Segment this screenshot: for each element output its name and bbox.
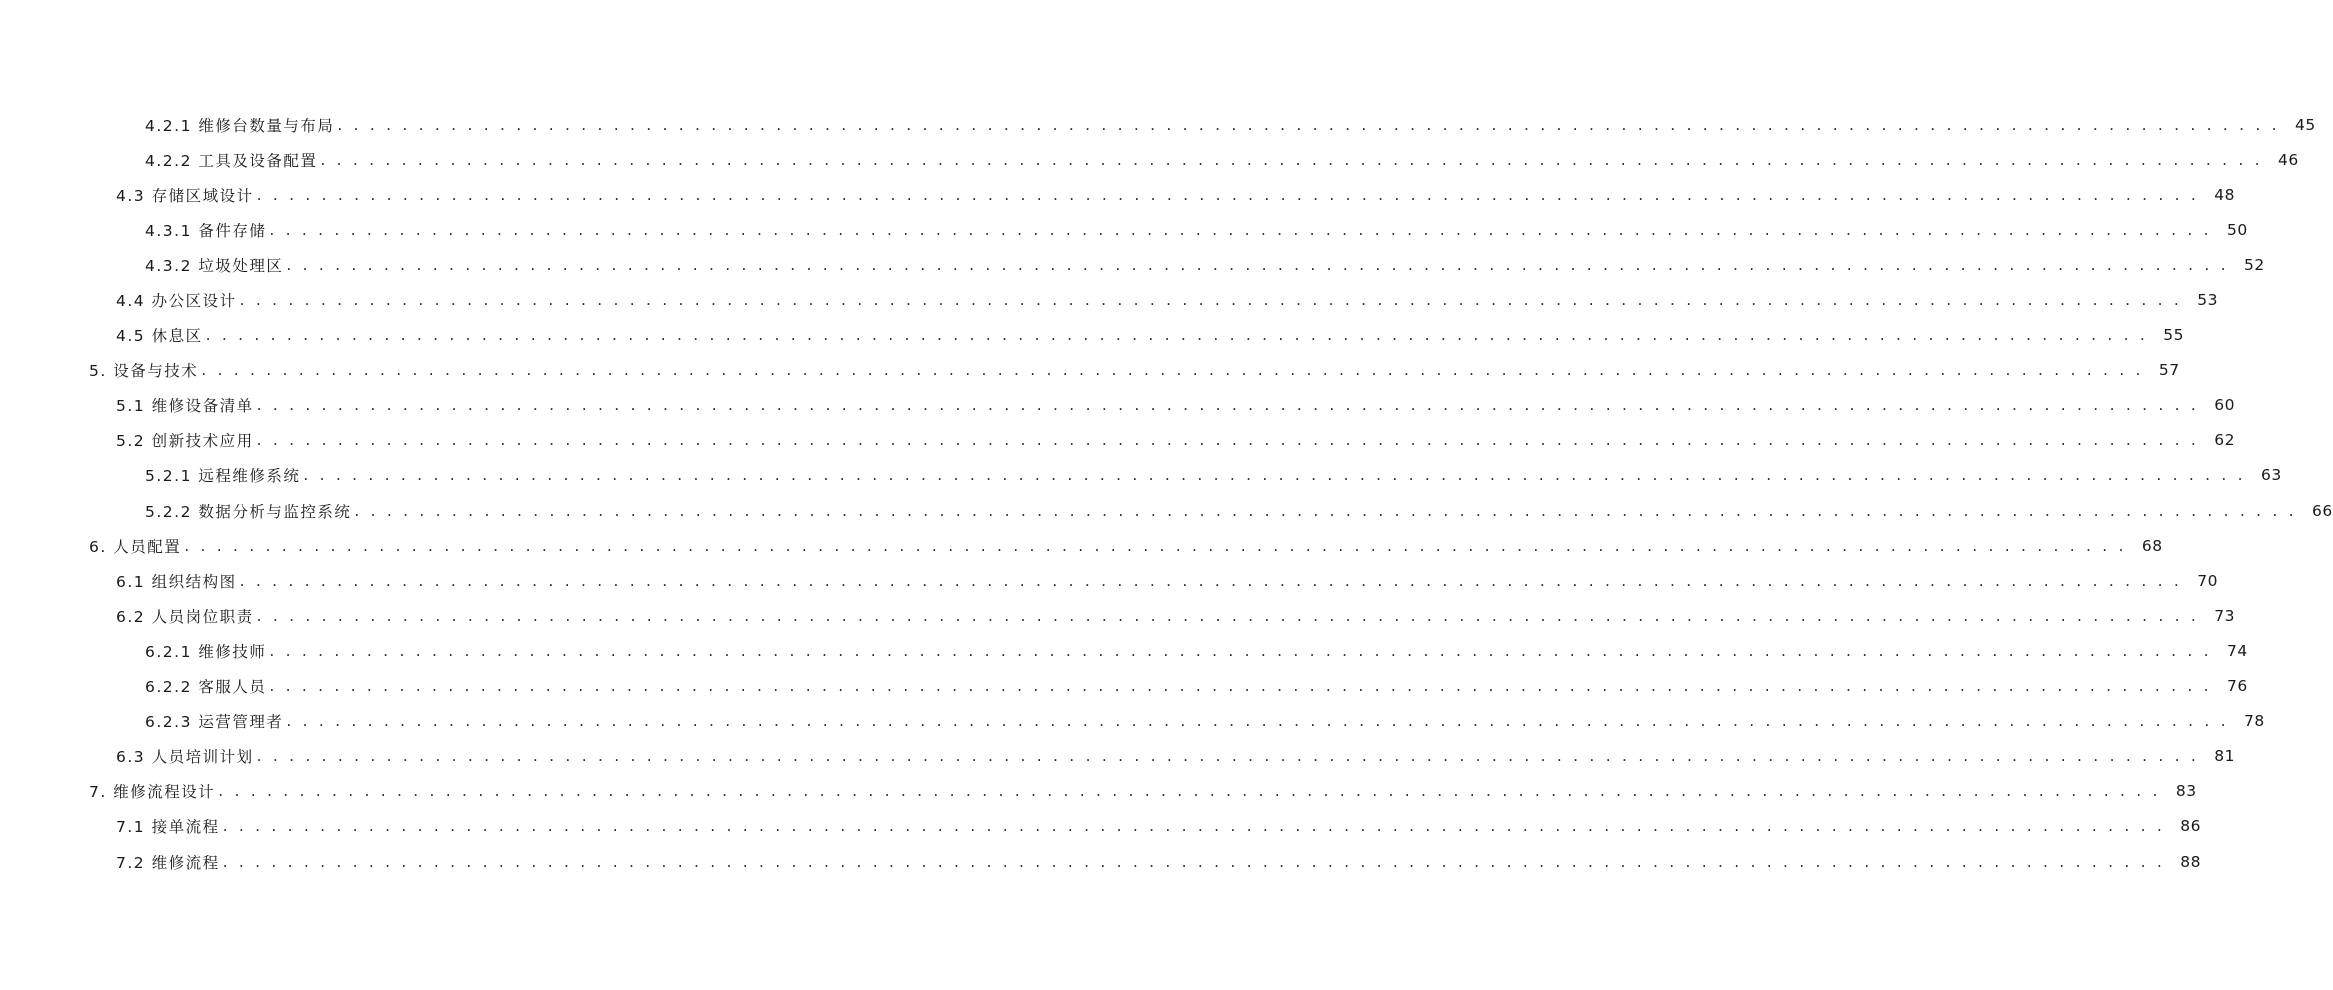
toc-page-number: 78 xyxy=(2244,712,2265,731)
toc-entry-text: 客服人员 xyxy=(198,678,267,697)
toc-page-number: 74 xyxy=(2227,641,2248,660)
toc-page-number: 81 xyxy=(2214,747,2235,766)
toc-entry[interactable] xyxy=(0,598,2235,633)
toc-page-number: 68 xyxy=(2141,536,2163,555)
toc-entry-text: 组织结构图 xyxy=(151,572,237,591)
toc-page-number: 70 xyxy=(2197,571,2218,590)
toc-entry[interactable] xyxy=(0,247,2265,282)
toc-entry-number: 4.2.2 xyxy=(145,151,192,170)
toc-page-number: 88 xyxy=(2180,852,2201,871)
toc-entry-title xyxy=(145,114,334,136)
toc-entry-title xyxy=(116,605,254,627)
toc-entry-title xyxy=(89,359,198,381)
toc-entry-number: 4.5 xyxy=(116,327,146,346)
toc-page-number: 73 xyxy=(2214,606,2235,625)
toc-entry-text: 备件存储 xyxy=(198,221,267,240)
toc-entry[interactable] xyxy=(0,809,2201,844)
toc-entry-number: 5. xyxy=(89,362,107,381)
toc-dot-leader: . . . . . . . . . . . . . . . . . . . . . . . . . . . . . . . . . . . . . . . . . . . . . . . . . . . . . . . . . . . . . . . . . . . . . . . . . . . . . . . . . . . . . . . . . . . . . . . . . . . . . . . . . . . . . . . . . . . . . . . . xyxy=(303,466,2246,485)
toc-entry-title xyxy=(145,464,300,486)
toc-entry-text: 创新技术应用 xyxy=(151,432,254,451)
toc-entry-text: 工具及设备配置 xyxy=(198,151,318,170)
toc-entry-text: 存储区域设计 xyxy=(151,186,254,205)
toc-entry-title xyxy=(145,149,317,171)
toc-entry[interactable] xyxy=(0,669,2248,704)
toc-entry-number: 5.2.1 xyxy=(145,467,192,486)
toc-entry-number: 5.1 xyxy=(116,397,146,416)
toc-dot-leader: . . . . . . . . . . . . . . . . . . . . . . . . . . . . . . . . . . . . . . . . . . . . . . . . . . . . . . . . . . . . . . . . . . . . . . . . . . . . . . . . . . . . . . . . . . . . . . . . . . . . . . . . . . . . . . . . . . . . . . . . xyxy=(256,431,2199,450)
toc-page-number: 46 xyxy=(2278,150,2299,169)
table-of-contents xyxy=(0,107,2333,879)
toc-dot-leader: . . . . . . . . . . . . . . . . . . . . . . . . . . . . . . . . . . . . . . . . . . . . . . . . . . . . . . . . . . . . . . . . . . . . . . . . . . . . . . . . . . . . . . . . . . . . . . . . . . . . . . . . . . . . . . . . . . . . . . . . xyxy=(354,501,2297,520)
toc-entry-number: 7.2 xyxy=(116,853,146,872)
toc-entry-number: 6. xyxy=(89,537,107,556)
toc-entry-title xyxy=(116,394,254,416)
toc-entry-number: 6.3 xyxy=(116,748,146,767)
toc-entry[interactable] xyxy=(0,318,2184,353)
toc-page-number: 62 xyxy=(2214,431,2235,450)
toc-dot-leader: . . . . . . . . . . . . . . . . . . . . . . . . . . . . . . . . . . . . . . . . . . . . . . . . . . . . . . . . . . . . . . . . . . . . . . . . . . . . . . . . . . . . . . . . . . . . . . . . . . . . . . . . . . . . . . . . . . . . . . . . xyxy=(269,220,2212,239)
toc-entry-title xyxy=(145,710,283,732)
toc-dot-leader: . . . . . . . . . . . . . . . . . . . . . . . . . . . . . . . . . . . . . . . . . . . . . . . . . . . . . . . . . . . . . . . . . . . . . . . . . . . . . . . . . . . . . . . . . . . . . . . . . . . . . . . . . . . . . . . . . . . . . . . . xyxy=(256,747,2199,766)
toc-entry[interactable] xyxy=(0,177,2235,212)
toc-entry[interactable] xyxy=(0,704,2265,739)
toc-dot-leader: . . . . . . . . . . . . . . . . . . . . . . . . . . . . . . . . . . . . . . . . . . . . . . . . . . . . . . . . . . . . . . . . . . . . . . . . . . . . . . . . . . . . . . . . . . . . . . . . . . . . . . . . . . . . . . . . . . . . . . . . xyxy=(269,677,2212,696)
toc-entry-text: 维修流程 xyxy=(151,853,220,872)
toc-entry-text: 运营管理者 xyxy=(198,713,284,732)
toc-dot-leader: . . . . . . . . . . . . . . . . . . . . . . . . . . . . . . . . . . . . . . . . . . . . . . . . . . . . . . . . . . . . . . . . . . . . . . . . . . . . . . . . . . . . . . . . . . . . . . . . . . . . . . . . . . . . . . . . . . . . . . . . xyxy=(201,361,2144,380)
toc-entry[interactable] xyxy=(0,774,2197,809)
toc-entry-text: 人员培训计划 xyxy=(151,748,254,767)
toc-dot-leader: . . . . . . . . . . . . . . . . . . . . . . . . . . . . . . . . . . . . . . . . . . . . . . . . . . . . . . . . . . . . . . . . . . . . . . . . . . . . . . . . . . . . . . . . . . . . . . . . . . . . . . . . . . . . . . . . . . . . . . . . xyxy=(184,536,2127,555)
toc-entry-text: 数据分析与监控系统 xyxy=(198,502,352,521)
toc-entry-title xyxy=(145,640,266,662)
toc-page-number: 53 xyxy=(2197,291,2218,310)
toc-dot-leader: . . . . . . . . . . . . . . . . . . . . . . . . . . . . . . . . . . . . . . . . . . . . . . . . . . . . . . . . . . . . . . . . . . . . . . . . . . . . . . . . . . . . . . . . . . . . . . . . . . . . . . . . . . . . . . . . . . . . . . . . xyxy=(286,712,2229,731)
toc-entry-title xyxy=(145,254,283,276)
toc-dot-leader: . . . . . . . . . . . . . . . . . . . . . . . . . . . . . . . . . . . . . . . . . . . . . . . . . . . . . . . . . . . . . . . . . . . . . . . . . . . . . . . . . . . . . . . . . . . . . . . . . . . . . . . . . . . . . . . . . . . . . . . . xyxy=(239,571,2182,590)
toc-entry-number: 4.3.1 xyxy=(145,221,192,240)
toc-entry-title xyxy=(145,219,266,241)
toc-entry-title xyxy=(116,570,237,592)
toc-entry[interactable] xyxy=(0,458,2282,493)
toc-entry-text: 人员岗位职责 xyxy=(151,607,254,626)
toc-entry[interactable] xyxy=(0,563,2218,598)
toc-entry-title xyxy=(116,184,254,206)
toc-entry-text: 维修技师 xyxy=(198,642,267,661)
toc-page-number: 60 xyxy=(2214,396,2235,415)
toc-dot-leader: . . . . . . . . . . . . . . . . . . . . . . . . . . . . . . . . . . . . . . . . . . . . . . . . . . . . . . . . . . . . . . . . . . . . . . . . . . . . . . . . . . . . . . . . . . . . . . . . . . . . . . . . . . . . . . . . . . . . . . . . xyxy=(286,255,2229,274)
toc-entry-title xyxy=(145,675,266,697)
toc-entry[interactable] xyxy=(0,212,2248,247)
toc-entry[interactable] xyxy=(0,633,2248,668)
toc-entry-text: 休息区 xyxy=(151,327,203,346)
toc-page-number: 57 xyxy=(2158,361,2180,380)
toc-entry-number: 6.2 xyxy=(116,607,146,626)
toc-dot-leader: . . . . . . . . . . . . . . . . . . . . . . . . . . . . . . . . . . . . . . . . . . . . . . . . . . . . . . . . . . . . . . . . . . . . . . . . . . . . . . . . . . . . . . . . . . . . . . . . . . . . . . . . . . . . . . . . . . . . . . . . xyxy=(337,115,2280,134)
toc-entry-text: 维修流程设计 xyxy=(113,783,216,802)
toc-entry-number: 4.2.1 xyxy=(145,116,192,135)
toc-dot-leader: . . . . . . . . . . . . . . . . . . . . . . . . . . . . . . . . . . . . . . . . . . . . . . . . . . . . . . . . . . . . . . . . . . . . . . . . . . . . . . . . . . . . . . . . . . . . . . . . . . . . . . . . . . . . . . . . . . . . . . . . xyxy=(218,782,2161,801)
toc-page-number: 48 xyxy=(2214,185,2235,204)
toc-dot-leader: . . . . . . . . . . . . . . . . . . . . . . . . . . . . . . . . . . . . . . . . . . . . . . . . . . . . . . . . . . . . . . . . . . . . . . . . . . . . . . . . . . . . . . . . . . . . . . . . . . . . . . . . . . . . . . . . . . . . . . . . xyxy=(256,606,2199,625)
toc-dot-leader: . . . . . . . . . . . . . . . . . . . . . . . . . . . . . . . . . . . . . . . . . . . . . . . . . . . . . . . . . . . . . . . . . . . . . . . . . . . . . . . . . . . . . . . . . . . . . . . . . . . . . . . . . . . . . . . . . . . . . . . . xyxy=(269,641,2212,660)
toc-entry-number: 6.2.3 xyxy=(145,713,192,732)
toc-entry-number: 7. xyxy=(89,783,107,802)
toc-entry-title xyxy=(116,324,203,346)
toc-entry[interactable] xyxy=(0,423,2235,458)
toc-entry[interactable] xyxy=(0,844,2201,879)
toc-entry-text: 维修设备清单 xyxy=(151,397,254,416)
toc-entry-title xyxy=(116,815,220,837)
toc-page-number: 50 xyxy=(2227,220,2248,239)
toc-dot-leader: . . . . . . . . . . . . . . . . . . . . . . . . . . . . . . . . . . . . . . . . . . . . . . . . . . . . . . . . . . . . . . . . . . . . . . . . . . . . . . . . . . . . . . . . . . . . . . . . . . . . . . . . . . . . . . . . . . . . . . . . xyxy=(320,150,2263,169)
toc-dot-leader: . . . . . . . . . . . . . . . . . . . . . . . . . . . . . . . . . . . . . . . . . . . . . . . . . . . . . . . . . . . . . . . . . . . . . . . . . . . . . . . . . . . . . . . . . . . . . . . . . . . . . . . . . . . . . . . . . . . . . . . . xyxy=(256,185,2199,204)
toc-entry-number: 6.2.2 xyxy=(145,678,192,697)
toc-entry-number: 4.4 xyxy=(116,292,146,311)
toc-entry-number: 4.3 xyxy=(116,186,146,205)
toc-entry[interactable] xyxy=(0,107,2316,142)
toc-page-number: 66 xyxy=(2312,501,2333,520)
toc-entry[interactable] xyxy=(0,142,2299,177)
toc-page-number: 83 xyxy=(2175,782,2197,801)
toc-entry-number: 4.3.2 xyxy=(145,256,192,275)
toc-dot-leader: . . . . . . . . . . . . . . . . . . . . . . . . . . . . . . . . . . . . . . . . . . . . . . . . . . . . . . . . . . . . . . . . . . . . . . . . . . . . . . . . . . . . . . . . . . . . . . . . . . . . . . . . . . . . . . . . . . . . . . . . xyxy=(205,326,2148,345)
toc-entry-title xyxy=(116,429,254,451)
toc-dot-leader: . . . . . . . . . . . . . . . . . . . . . . . . . . . . . . . . . . . . . . . . . . . . . . . . . . . . . . . . . . . . . . . . . . . . . . . . . . . . . . . . . . . . . . . . . . . . . . . . . . . . . . . . . . . . . . . . . . . . . . . . xyxy=(222,852,2165,871)
toc-page-number: 86 xyxy=(2180,817,2201,836)
toc-page-number: 63 xyxy=(2261,466,2282,485)
toc-entry-title xyxy=(89,535,181,557)
toc-entry-text: 接单流程 xyxy=(151,818,220,837)
toc-dot-leader: . . . . . . . . . . . . . . . . . . . . . . . . . . . . . . . . . . . . . . . . . . . . . . . . . . . . . . . . . . . . . . . . . . . . . . . . . . . . . . . . . . . . . . . . . . . . . . . . . . . . . . . . . . . . . . . . . . . . . . . . xyxy=(222,817,2165,836)
toc-entry-title xyxy=(116,851,220,873)
toc-page-number: 55 xyxy=(2163,326,2184,345)
toc-entry-number: 7.1 xyxy=(116,818,146,837)
toc-entry-text: 人员配置 xyxy=(113,537,182,556)
toc-page-number: 52 xyxy=(2244,255,2265,274)
toc-entry-text: 设备与技术 xyxy=(113,362,199,381)
toc-entry[interactable] xyxy=(0,282,2218,317)
toc-entry-title xyxy=(89,780,215,802)
toc-entry-title xyxy=(116,745,254,767)
toc-entry[interactable] xyxy=(0,739,2235,774)
toc-entry-title xyxy=(145,500,351,522)
toc-page-number: 76 xyxy=(2227,677,2248,696)
toc-entry-text: 办公区设计 xyxy=(151,292,237,311)
toc-dot-leader: . . . . . . . . . . . . . . . . . . . . . . . . . . . . . . . . . . . . . . . . . . . . . . . . . . . . . . . . . . . . . . . . . . . . . . . . . . . . . . . . . . . . . . . . . . . . . . . . . . . . . . . . . . . . . . . . . . . . . . . . xyxy=(239,291,2182,310)
toc-entry-number: 6.1 xyxy=(116,572,146,591)
toc-entry-title xyxy=(116,289,237,311)
toc-entry[interactable] xyxy=(0,388,2235,423)
toc-entry-number: 5.2 xyxy=(116,432,146,451)
toc-entry-number: 6.2.1 xyxy=(145,642,192,661)
toc-entry-text: 维修台数量与布局 xyxy=(198,116,335,135)
toc-entry-text: 垃圾处理区 xyxy=(198,256,284,275)
toc-dot-leader: . . . . . . . . . . . . . . . . . . . . . . . . . . . . . . . . . . . . . . . . . . . . . . . . . . . . . . . . . . . . . . . . . . . . . . . . . . . . . . . . . . . . . . . . . . . . . . . . . . . . . . . . . . . . . . . . . . . . . . . . xyxy=(256,396,2199,415)
toc-entry[interactable] xyxy=(0,353,2180,388)
toc-entry-number: 5.2.2 xyxy=(145,502,192,521)
toc-entry[interactable] xyxy=(0,528,2163,563)
toc-entry[interactable] xyxy=(0,493,2333,528)
toc-entry-text: 远程维修系统 xyxy=(198,467,301,486)
toc-page-number: 45 xyxy=(2295,115,2316,134)
